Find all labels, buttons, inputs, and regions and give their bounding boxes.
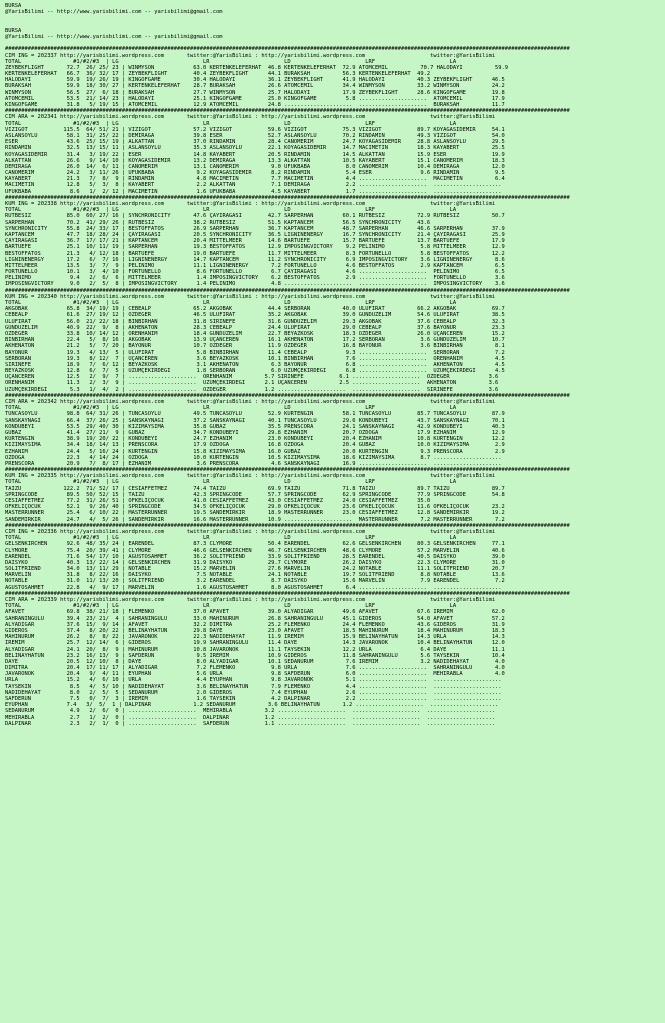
text-line: UÇANCEREN 12.5 2/ 9/ 7 | ..................... ÖRENHANIM 5.7 SIRINEFE 6.1 ..................... ÖZDEGER 3.6 xyxy=(5,374,499,381)
text-line: BARTUEFE 25.1 10/ 11/ 19 | SARPERHAN 19.3 BESTOFFATOS 12.9 IMPOSINGVICTORY 9.2 PELINIMO 5.8 MITTELMEER 12.9 xyxy=(5,244,505,251)
text-line: TOTAL #1/#2/#3 | LG LR LD LRF LA xyxy=(5,207,457,214)
text-line: RINDAMIN 32.5 13/ 15/ 11 | ASLANSOYLU 35.3 ASLANSOYLU 22.1 KÖYAGASIDEMIR 14.7 MACIMETIN 18.3 KAYABERT 25.5 xyxy=(5,145,505,152)
text-line: ############################################################################################################################################################################## xyxy=(5,287,570,294)
text-line: MARVELIN 31.8 8/ 22/ 16 | DAISYKO 7.5 NOTABLE 24.1 NOTABLE 19.7 SOLITFRIEND 8.8 NOTABLE 13.6 xyxy=(5,572,505,579)
text-line: LIGNINENERGY 17.2 6/ 7/ 16 | LIGNINENERGY 14.7 KAPTANCEM 11.2 SYNCHRONICITY 6.9 IMPOSINGVICTORY 3.6 LIGNINENERGY 8.6 xyxy=(5,256,505,263)
text-line: ÖZDEGER 33.8 10/ 14/ 12 | ÖRENHANIM 18.4 GÜNDÜZELIM 22.7 BEYAZKÖSK 18.3 ÖZDEGER 26.0 UÇANCEREN 15.2 xyxy=(5,330,505,337)
text-line: SANSKAYNAGI 66.4 37/ 26/ 25 | SANSKAYNAGI 37.2 SANSKAYNAGI 40.1 TUNCASOYLU 29.6 KONDUBEYI 43.7 SANSKAYNAGI 70.1 xyxy=(5,417,505,424)
text-line: ############################################################################################################################################################################## xyxy=(5,392,570,399)
text-line: DAYE 20.5 12/ 10/ 8 | DAYE 8.0 ALYADIGAR 10.1 SEDANURUM 7.6 IREMIM 3.2 NADIDEHAYAT 4.0 xyxy=(5,658,505,665)
text-line: ULUFIRAT 56.0 21/ 22/ 18 | BINBIRHAN 31.8 SIRINEFE 31.6 GÜNDÜZELIM 29.3 AKGOBAK 37.6 CEBEALP 32.3 xyxy=(5,318,505,325)
text-line: KURTENGIN 38.9 19/ 20/ 22 | KONDUBEYI 24.7 EZHANIM 23.0 KONDUBEYI 20.4 EZHANIM 10.8 KURTENGIN 12.2 xyxy=(5,436,505,443)
text-line: SANDEMIRKIR 24.7 4/ 5/ 26 | SANDEMIRKIR 16.6 MASTERRUNNER 10.9 ..................... MASTERRUNNER 7.2 MASTERRUNNER 7.2 xyxy=(5,516,505,523)
text-line: BEYAZKÖSK 12.8 6/ 7/ 5 | ÜZÜMÇEKIRDEGI 1.8 SERBORAN 6.0 ÜZÜMÇEKIRDEGI 6.8 ..................... ÜZÜMÇEKIRDEGI 4.5 xyxy=(5,368,505,375)
text-line: URLA 15.2 4/ 6/ 10 | URLA 4.4 EYUPHAN 9.8 JAVARONOK 5.1 ..................... ..................... xyxy=(5,677,502,684)
text-line: @YarisBilimi -- http://www.yarisbilimi.com -- yarisbilimi@gmail.com xyxy=(5,9,223,16)
text-line: ZEYBEKFLIGHT 72.7 26/ 25/ 23 | WINMYSON 63.0 KERTENKELEFERHAT 46.8 KERTENKELEFERHAT 72.9 ATOMCEMIL 70.7 HALODAYI 59.9 xyxy=(5,64,509,71)
text-line: ÇAYIRAGASI 36.7 17/ 17/ 21 | KAPTANCEM 20.4 MITTELMEER 14.6 BARTUEFE 15.7 BARTUEFE 13.7 BARTUEFE 17.9 xyxy=(5,238,505,245)
text-line: ALKATTAN 26.6 9/ 14/ 10 | KÖYAGASIDEMIR 13.2 DEMIRAGA 13.3 ALKATTAN 10.5 KAYABERT 15.1 CANOMERIM 18.3 xyxy=(5,157,505,164)
text-line: GIDEROS 37.4 8/ 20/ 22 | BELINAYHATUN 29.8 DAYE 23.0 AFAVET 18.5 MAHINURUM 18.4 MAHINURUM 18.3 xyxy=(5,627,505,634)
text-line: TAYSEKIN 8.5 4/ 5/ 10 | NADIDEHAYAT 3.6 BELINAYHATUN 7.9 FLEMENKO 4.4 ..................... ..................... xyxy=(5,683,502,690)
text-line: CESIAFFETMEZ 77.2 31/ 26/ 51 | ÖFKELIÇOCUK 41.0 CESIAFFETMEZ 43.0 CESIAFFETMEZ 24.0 CESIAFFETMEZ 35.0 xyxy=(5,498,431,504)
text-line: KERTENKELEFERHAT 66.7 36/ 32/ 17 | ZEYBEKFLIGHT 40.4 ZEYBEKFLIGHT 44.1 BURAKSAH 56.3 KERTENKELEFERHAT 49.2 xyxy=(5,71,431,78)
text-line: ÜZÜMÇEKIRDEGI 5.3 1/ 4/ 2 | ..................... ÖZDEGER 1.2 ..................... ..................... SIRINEFE 3.6 xyxy=(5,386,499,393)
text-line: IREMIM 25.7 12/ 14/ 6 | GIDEROS 19.9 SAHRANINGÜLÜ 11.4 DAYE 14.3 JAVARONOK 10.4 BELINAYHATUN 12.0 xyxy=(5,640,505,647)
text-line: MITTELMEER 13.5 3/ 7/ 9 | PELINIMO 11.1 LIGNINENERGY 7.2 FORTUNELLO 4.6 BESTOFFATOS 2.9 KAPTANCEM 6.5 xyxy=(5,262,505,269)
text-line: VIZIGOT 115.5 64/ 51/ 21 | VIZIGOT 57.2 VIZIGOT 59.6 VIZIGOT 75.3 VIZIGOT 89.7 KÖYAGASIDEMIR 54.1 xyxy=(5,126,505,133)
text-line: MEHIRABLA 2.7 1/ 2/ 0 | ..................... DALPINAR 1.2 ..................... ..................... ..................... xyxy=(5,714,496,721)
text-line: ############################################################################################################################################################################## xyxy=(5,590,570,597)
text-line: SPRINGCODE 89.5 50/ 52/ 15 | TAIZU 42.3 SPRINGCODE 57.7 SPRINGCODE 62.9 SPRINGCODE 77.9 SPRINGCODE 54.8 xyxy=(5,491,505,498)
text-line: KAYABERT 21.3 7/ 8/ 9 | RINDAMIN 4.8 MACIMETIN 7.7 MACIMETIN 4.4 ..................... MACIMETIN 6.4 xyxy=(5,176,505,183)
text-line: SAFDERUN 7.5 0/ 7/ 3 | IREMIM 1.6 TAYSEKIN 4.2 DALPINAR 2.2 ..................... ..................... xyxy=(5,696,502,702)
text-line: BURAKSAH 59.9 18/ 30/ 27 | KERTENKELEFERHAT 28.7 BURAKSAH 26.6 ATOMCEMIL 34.4 WINMYSON 33.2 WINMYSON 24.2 xyxy=(5,83,505,90)
text-line: FORTUNELLO 10.1 3/ 4/ 10 | FORTUNELLO 8.6 FORTUNELLO 6.7 ÇAYIRAGASI 4.6 ..................... PELINIMO 6.5 xyxy=(5,269,505,276)
text-line: KAPTANCEM 47.7 18/ 28/ 24 | ÇAYIRAGASI 20.5 SYNCHRONICITY 36.5 LIGNINENERGY 16.7 SYNCHRONICITY 21.4 ÇAYIRAGASI 25.9 xyxy=(5,231,505,238)
text-line: EZHANIM 24.4 5/ 16/ 24 | KURTENGIN 15.8 KIZIMAYSIMA 16.0 GUBAZ 20.0 KURTENGIN 9.3 PRENSCORA 2.9 xyxy=(5,448,505,455)
text-line: CIM ING = 202337 http://yarisbilimi.wordpress.com twitter:@YarisBilimi : http://yarisbilimi.wordpress.com twitter:@YarisBilimi xyxy=(5,52,496,59)
text-line: CIM ING = 202336 http://yarisbilimi.wordpress.com twitter:@YarisBilimi : http://yarisbilimi.wordpress.com twitter:@YarisBilimi xyxy=(5,528,496,535)
text-line: PELINIMO 9.4 2/ 6/ 6 | MITTELMEER 1.4 IMPOSINGVICTORY 6.2 BESTOFFATOS 2.9 ..................... FORTUNELLO 3.6 xyxy=(5,275,505,282)
text-line: IMPOSINGVICTORY 9.0 2/ 5/ 8 | IMPOSINGVICTORY 1.4 PELINIMO 4.8 ..................... ..................... IMPOSINGVICTORY 3.6 xyxy=(5,281,505,288)
text-line: ############################################################################################################################################################################## xyxy=(5,46,570,53)
text-line: TUNCASOYLU 98.8 64/ 31/ 26 | TUNCASOYLU 49.5 TUNCASOYLU 52.9 KURTENGIN 58.1 TUNCASOYLU 85.7 TUNCASOYLU 87.9 xyxy=(5,411,505,418)
text-line: MAHINURUM 26.2 8/ 8/ 22 | JAVARONOK 22.3 NADIDEHAYAT 11.9 IREMIM 15.9 BELINAYHATUN 14.3 URLA 14.3 xyxy=(5,634,505,641)
text-line: BURSA xyxy=(5,3,22,9)
text-line: PRENSCORA 20.9 7/ 8/ 17 | EZHANIM 3.6 PRENSCORA 4.6 SANSKAYNAGI 16.9 ..................... ..................... xyxy=(5,460,502,467)
text-line: KUM ING = 202340 http://yarisbilimi.wordpress.com twitter:@YarisBilimi : http://yarisbilimi.wordpress.com twitter:@YarisBilimi xyxy=(5,293,496,300)
text-line: CIM ARA = 202342 http://yarisbilimi.wordpress.com twitter:@YarisBilimi : http://yarisbilimi.wordpress.com twitter:@YarisBilimi xyxy=(5,399,496,405)
text-line: CIM ARA = 202339 http://yarisbilimi.wordpress.com twitter:@YarisBilimi : http://yarisbilimi.wordpress.com twitter:@YarisBilimi xyxy=(5,597,496,603)
text-line: TOTAL #1/#2/#3 | LG LR LD LRF LA xyxy=(5,405,457,412)
text-line: AKHENATON 21.2 5/ 7/ 20 | BAYONUR 10.7 ÖZDEGER 11.9 ÖZDEGER 16.8 BAYONUR 3.6 BINBIRHAN 8.1 xyxy=(5,343,505,350)
text-line: KUM ING = 202335 http://yarisbilimi.wordpress.com twitter:@YarisBilimi : http://yarisbilimi.wordpress.com twitter:@YarisBilimi xyxy=(5,473,496,480)
text-line: GELSENKIRCHEN 92.6 48/ 35/ 24 | EARENDEL 87.3 CLYMORE 50.4 EARENDEL 62.6 GELSENKIRCHEN 80.3 GELSENKIRCHEN 77.1 xyxy=(5,541,505,548)
text-line: SERBORAN 19.3 8/ 12/ 7 | UÇANCEREN 3.6 BEYAZKÖSK 10.1 BINBIRHAN 7.6 ..................... ÖRENHANIM 4.5 xyxy=(5,355,505,362)
text-line: CEBEALP 61.6 27/ 19/ 12 | ÖZDEGER 46.5 ULUFIRAT 35.2 AKGOBAK 39.0 GÜNDÜZELIM 54.6 ULUFIRAT 38.5 xyxy=(5,312,505,319)
text-line: AFAVET 69.8 38/ 21/ 18 | FLEMENKO 37.0 AFAVET 39.0 ALYADIGAR 49.6 AFAVET 67.6 IREMIM 62.0 xyxy=(5,609,505,616)
text-line: BURSA xyxy=(5,27,22,34)
text-line: CLYMORE 75.4 20/ 39/ 41 | CLYMORE 46.6 GELSENKIRCHEN 46.7 GELSENKIRCHEN 48.6 CLYMORE 57.2 MARVELIN 40.6 xyxy=(5,547,505,554)
text-line: GÜNDÜZELIM 40.9 22/ 9/ 8 | AKHENATON 28.3 CEBEALP 24.4 ULUFIRAT 29.0 CEBEALP 37.6 BAYONUR 23.3 xyxy=(5,324,505,331)
text-line: EYUPHAN 7.4 3/ 5/ 1 | DALPINAR 1.2 SEDANURUM 3.6 BELINAYHATUN 1.2 ..................... ..................... xyxy=(5,702,499,709)
text-line: DALPINAR 2.3 2/ 1/ 0 | ..................... SAFDERUN 1.1 ..................... ..................... ..................... xyxy=(5,720,496,727)
text-line: KIZIMAYSIMA 34.4 18/ 14/ 13 | PRENSCORA 17.9 ÖZDOGA 16.8 ÖZDOGA 20.4 GUBAZ 10.0 KIZIMAYSIMA 2.9 xyxy=(5,442,505,449)
text-line: ############################################################################################################################################################################## xyxy=(5,522,570,529)
text-line: @YarisBilimi -- http://www.yarisbilimi.com -- yarisbilimi@gmail.com xyxy=(5,33,223,40)
text-line: BELINAYHATUN 23.2 16/ 13/ 9 | SAFDERUN 9.5 IREMIM 10.9 GIDEROS 11.8 SAHRANINGÜLÜ 5.6 TAYSEKIN 10.4 xyxy=(5,652,505,659)
text-line: EARENDEL 71.6 54/ 17/ 10 | AGUSTOSAHMET 36.2 SOLITFRIEND 33.9 SOLITFRIEND 28.5 EARENDEL 40.5 DAISYKO 39.0 xyxy=(5,553,505,560)
text-line: ############################################################################################################################################################################## xyxy=(5,467,570,474)
text-line: BINBIRHAN 22.4 5/ 8/ 16 | AKGOBAK 13.9 UÇANCEREN 16.1 AKHENATON 17.2 SERBORAN 3.6 GÜNDÜZELIM 10.7 xyxy=(5,337,505,344)
text-line: TOTAL #1/#2/#3 | LG LR LD LRF LA xyxy=(5,120,457,127)
text-line: ############################################################################################################################################################################## xyxy=(5,108,570,115)
text-line: KINGOFGAME 31.8 5/ 19/ 15 | ATOMCEMIL 12.9 ATOMCEMIL 24.8 ..................... ..................... BURAKSAH 11.7 xyxy=(5,102,505,108)
text-line: MACIMETIN 12.8 5/ 3/ 8 | KAYABERT 2.2 ALKATTAN 7.1 DEMIRAGA 2.2 ..................... ..................... xyxy=(5,182,502,189)
text-line: SOLITFRIEND 34.0 13/ 11/ 29 | NOTABLE 15.2 MARVELIN 27.6 MARVELIN 24.2 NOTABLE 11.1 SOLITFRIEND 20.7 xyxy=(5,566,505,573)
text-line: TOTAL #1/#2/#3 | LG LR LD LRF LA xyxy=(5,58,457,65)
text-line: ALYADIGAR 37.6 15/ 9/ 14 | AFAVET 32.2 DIMITRA 25.2 FLEMENKO 24.4 FLEMENKO 43.6 GIDEROS 31.9 xyxy=(5,621,505,628)
text-line: CANOMERIM 24.2 3/ 11/ 26 | UFUKBABA 9.2 KÖYAGASIDEMIR 8.2 RINDAMIN 5.4 ESER 9.6 RINDAMIN 9.5 xyxy=(5,170,505,177)
text-line: ALYADIGAR 24.1 20/ 8/ 9 | MAHINURUM 10.8 JAVARONOK 11.1 TAYSEKIN 12.2 URLA 6.4 DAYE 11.1 xyxy=(5,646,505,653)
text-line: DEMIRAGA 26.0 14/ 6/ 11 | CANOMERIM 13.1 CANOMERIM 9.0 UFUKBABA 8.0 CANOMERIM 10.4 DEMIRAGA 12.0 xyxy=(5,163,505,170)
text-line: NOTABLE 31.0 11/ 13/ 20 | SOLITFRIEND 3.2 EARENDEL 8.7 DAISYKO 15.6 MARVELIN 7.9 EARENDEL 7.2 xyxy=(5,578,505,585)
text-line: ÖFKELIÇOCUK 52.1 9/ 26/ 40 | SPRINGCODE 34.5 ÖFKELIÇOCUK 29.0 ÖFKELIÇOCUK 23.6 ÖFKELIÇOCUK 11.6 ÖFKELIÇOCUK 23.2 xyxy=(5,504,505,511)
text-line: HALODAYI 59.9 19/ 26/ 19 | KINGOFGAME 30.4 HALODAYI 36.1 ZEYBEKFLIGHT 41.9 HALODAYI 40.3 ZEYBEKFLIGHT 46.5 xyxy=(5,77,505,84)
text-line: SEDANURUM 4.9 2/ 6/ 0 | ..................... MEHIRABLA 3.2 ..................... ..................... ..................... xyxy=(5,708,496,715)
text-line: KONDUBEYI 53.5 29/ 40/ 30 | KIZIMAYSIMA 35.8 GUBAZ 35.5 PRENSCORA 24.1 SANSKAYNAGI 42.9 KONDUBEYI 40.3 xyxy=(5,423,505,430)
text-line: NADIDEHAYAT 8.0 2/ 5/ 5 | SEDANURUM 2.0 GIDEROS 7.4 EYUPHAN 2.6 ..................... ..................... xyxy=(5,689,502,696)
text-line: RÜTBESIZ 85.0 60/ 27/ 16 | SYNCHRONICITY 47.6 ÇAYIRAGASI 42.7 SARPERHAN 60.1 RÜTBESIZ 72.9 RÜTBESIZ 50.7 xyxy=(5,213,505,220)
text-line: TAIZU 122.2 71/ 52/ 17 | CESIAFFETMEZ 74.4 TAIZU 69.9 TAIZU 71.8 TAIZU 89.7 TAIZU 89.7 xyxy=(5,485,505,492)
text-line: ASLANSOYLU 58.1 31/ 25/ 22 | DEMIRAGA 39.8 ESER 52.7 ASLANSOYLU 70.2 RINDAMIN 49.3 VIZIGOT 54.0 xyxy=(5,132,505,139)
text-line: TOTAL #1/#2/#3 | LG LR LD LRF LA xyxy=(5,300,457,306)
text-line: WINMYSON 56.5 27/ 6/ 18 | BURAKSAH 27.7 WINMYSON 25.7 HALODAYI 17.9 ZEYBEKFLIGHT 28.6 KINGOFGAME 19.8 xyxy=(5,89,505,96)
text-line: BESTOFFATOS 21.3 4/ 12/ 18 | BARTUEFE 19.0 BARTUEFE 11.7 MITTELMEER 8.3 FORTUNELLO 5.8 BESTOFFATOS 12.2 xyxy=(5,250,505,257)
text-line: CIM ARA = 202341 http://yarisbilimi.wordpress.com twitter:@YarisBilimi : http://yarisbilimi.wordpress.com twitter:@YarisBilimi xyxy=(5,114,496,121)
text-line: SYNCHRONICITY 55.8 24/ 33/ 17 | BESTOFFATOS 26.9 SARPERHAN 36.7 KAPTANCEM 48.7 SARPERHAN 46.6 SARPERHAN 37.9 xyxy=(5,225,505,232)
text-line: JAVARONOK 20.4 9/ 4/ 11 | EYUPHAN 5.6 URLA 9.8 SAFDERUN 6.0 ..................... MEHIRABLA 4.0 xyxy=(5,671,505,678)
text-line: ESER 43.6 25/ 15/ 19 | ALKATTAN 37.0 RINDAMIN 28.4 CANOMERIM 24.7 KÖYAGASIDEMIR 28.8 ASLANSOYLU 29.5 xyxy=(5,139,505,146)
text-line: KUM ING = 202338 http://yarisbilimi.wordpress.com twitter:@YarisBilimi : http://yarisbilimi.wordpress.com twitter:@YarisBilimi xyxy=(5,201,496,207)
text-line: SIRINEFE 18.9 7/ 6/ 12 | BEYAZKÖSK 3.1 AKHENATON 6.3 BAYONUR 6.8 ..................... AKHENATON 4.5 xyxy=(5,361,505,368)
text-line: MASTERRUNNER 25.4 6/ 10/ 22 | MASTERRUNNER 19.5 SANDEMIRKIR 18.9 MASTERRUNNER 23.0 CESIAFFETMEZ 12.8 SANDEMIRKIR 19.2 xyxy=(5,510,505,517)
text-line: TOTAL #1/#2/#3 | LG LR LD LRF LA xyxy=(5,535,457,542)
text-line: SARPERHAN 70.2 41/ 29/ 26 | RÜTBESIZ 38.2 RÜTBESIZ 51.5 KAPTANCEM 56.5 SYNCHRONICITY 43.6 xyxy=(5,219,431,226)
text-line: DAISYKO 40.3 13/ 22/ 14 | GELSENKIRCHEN 31.9 DAISYKO 29.7 CLYMORE 26.2 DAISYKO 22.3 CLYMORE 31.0 xyxy=(5,559,505,566)
text-line: TOTAL #1/#2/#3 | LG LR LD LRF LA xyxy=(5,603,457,610)
text-line: AKGOBAK 65.8 34/ 19/ 19 | CEBEALP 65.2 AKGOBAK 44.4 SERBORAN 40.0 ULUFIRAT 66.2 AKGOBAK 69.7 xyxy=(5,306,505,313)
text-line: SAHRANINGÜLÜ 39.4 23/ 21/ 4 | SAHRANINGÜLÜ 33.0 MAHINURUM 26.8 SAHRANINGÜLÜ 45.1 GIDEROS 54.0 AFAVET 57.2 xyxy=(5,615,505,622)
text-line: DIMITRA 20.4 17/ 11/ 17 | ALYADIGAR 7.2 FLEMENKO 9.8 URLA 7.6 ..................... SAHRANINGÜLÜ 4.0 xyxy=(5,665,505,672)
text-line: ÖZDOGA 22.3 4/ 14/ 24 | ÖZDOGA 10.0 KURTENGIN 10.5 KIZIMAYSIMA 18.6 KIZIMAYSIMA 8.7 ..................... xyxy=(5,454,502,461)
text-line: AGUSTOSAHMET 22.8 4/ 9/ 17 | MARVELIN 1.6 AGUSTOSAHMET 8.0 AGUSTOSAHMET 6.4 ..................... ..................... xyxy=(5,584,502,591)
text-line: ############################################################################################################################################################################## xyxy=(5,194,570,201)
text-line: ATOMCEMIL 53.5 21/ 14/ 23 | HALODAYI 25.1 KINGOFGAME 25.0 KINGOFGAME 5.8 ..................... ATOMCEMIL 17.9 xyxy=(5,95,505,102)
text-line: BAYONUR 19.3 4/ 13/ 5 | ULUFIRAT 5.8 BINBIRHAN 11.4 CEBEALP 9.3 ..................... SERBORAN 7.2 xyxy=(5,349,505,356)
text-line: KÖYAGASIDEMIR 31.4 3/ 19/ 22 | ESER 14.8 KAYABERT 20.5 RINDAMIN 14.5 ALKATTAN 15.9 ESER 19.9 xyxy=(5,151,505,158)
text-line: UFUKBABA 8.6 1/ 2/ 12 | MACIMETIN 1.6 UFUKBABA 4.5 KAYABERT 1.7 ..................... ..................... xyxy=(5,188,502,195)
text-line: ÖRENHANIM 11.3 2/ 3/ 9 | ..................... ÜZÜMÇEKIRDEGI 2.1 UÇANCEREN 2.5 ..................... AKHENATON 3.6 xyxy=(5,380,499,387)
text-line: GUBAZ 41.4 27/ 21/ 9 | GUBAZ 34.7 KONDUBEYI 29.8 EZHANIM 20.7 ÖZDOGA 17.9 EZHANIM 12.9 xyxy=(5,429,505,436)
text-line: TOTAL #1/#2/#3 | LG LR LD LRF LA xyxy=(5,479,457,486)
